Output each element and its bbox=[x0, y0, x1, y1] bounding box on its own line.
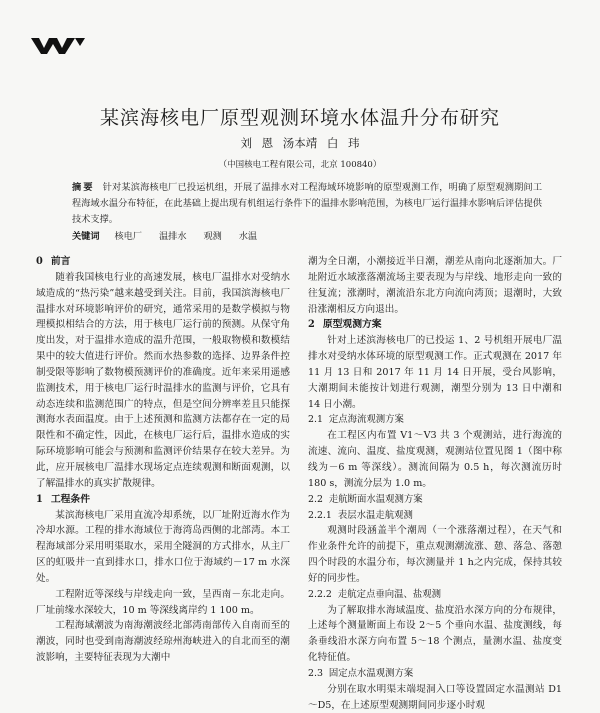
paragraph: 某滨海核电厂采用直流冷却系统，以厂址附近海水作为冷却水源。工程的排水海域位于海湾岛西侧的北部湾。本工程海域部分采用明渠取水，采用全隧洞的方式排水，从主厂区的虹吸井一直到排水口，排水口位于海域约－17 m 水深处。 bbox=[36, 509, 290, 584]
subsection-heading: 2.3 固定点水温观测方案 bbox=[308, 667, 414, 679]
keyword: 核电厂 bbox=[114, 231, 143, 242]
affiliation: （中国核电工程有限公司，北京 100840） bbox=[218, 160, 382, 170]
keyword: 水温 bbox=[238, 231, 258, 242]
keywords bbox=[72, 228, 542, 242]
subsection-heading: 2.2 走航断面水温观测方案 bbox=[308, 493, 423, 505]
keyword: 温排水 bbox=[158, 231, 187, 242]
paragraph: 分别在取水明渠末端堤洞入口等设置固定水温测站 D1～D5，在上述原型观测期间同步逐小时观 bbox=[308, 683, 562, 711]
paragraph: 为了解取排水海域温度、盐度沿水深方向的分布规律，上述每个测量断面上布设 2～5 个垂向水温、盐度测线，每条垂线沿水深方向布置 5～18 个测点，量测水温、盐度变化特征值。 bbox=[308, 604, 562, 664]
page-title: 某滨海核电厂原型观测环境水体温升分布研究 bbox=[99, 107, 500, 129]
paragraph: 工程附近等深线与岸线走向一致，呈西南－东北走向。厂址前缘水深较大，10 m 等深线离岸约 1 100 m。 bbox=[36, 588, 290, 616]
subsection-heading: 2.1 定点海流观测方案 bbox=[308, 414, 404, 426]
journal-logo bbox=[31, 38, 85, 58]
right-column bbox=[308, 254, 562, 713]
abstract-label: 摘要 bbox=[72, 182, 95, 193]
keyword: 观测 bbox=[203, 231, 222, 242]
paragraph: 在工程区内布置 V1～V3 共 3 个观测站，进行海流的流速、流向、温度、盐度观测，观测站位置见图 1（图中称线为－6 m 等深线）。测流间隔为 0.5 h，每次测流历时 180 s，测流分层为 1.0 m。 bbox=[308, 430, 562, 489]
subsection-heading: 2.2.2 走航定点垂向温、盐观测 bbox=[308, 588, 441, 600]
abstract-text: 针对某滨海核电厂已投运机组，开展了温排水对工程海域环境影响的原型观测工作，明确了原型观测期间工程海域水温分布特征，在此基础上提出现有机组运行条件下的温排水影响范围，为核电厂运行温排水影响后评估提供技术支撑。 bbox=[72, 182, 543, 225]
subsection-heading: 2.2.1 表层水温走航观测 bbox=[308, 509, 413, 521]
section-heading: 1 工程条件 bbox=[36, 493, 91, 505]
paragraph: 工程海域潮波为南海潮波经北部湾南部传入自南而至的潮波，同时也受到南海潮波经琼州海峡进入的自北而至的潮波影响，主要特征表现为大潮中 bbox=[36, 620, 290, 664]
paragraph: 针对上述滨海核电厂的已投运 1、2 号机组开展电厂温排水对受纳水体环境的原型观测工作。正式观测在 2017 年 11 月 13 日和 2017 年 11 月 14 日开展，受台风影响，大潮期间未能按计划进行观测，潮型分别为 13 日中潮和 14 日小潮。 bbox=[308, 335, 562, 410]
left-column bbox=[36, 254, 290, 666]
paragraph: 随着我国核电行业的高速发展，核电厂温排水对受纳水域造成的“热污染”越来越受到关注。目前，我国滨海核电厂温排水对环境影响评价的研究，通常采用的是数学模拟与物理模拟相结合的方法，用于核电厂运行前的预测。从保守角度出发，对于温排水造成的温升范围，一般取物模和数模结果中的较大值进行评价。然而水热参数的选择、边界条件控制受限等影响了数物模预测评价的准确度。近年来采用遥感监测技术，用于核电厂运行时温排水的监测与评价，它具有动态连续和监测范围广的特点，但是空间分辨率差且只能探测海水表面温度。由于上述预测和监测方法都存在一定的局限性和不确定性，因此，在核电厂运行后，温排水造成的实际环境影响可能会与预测和监测评价结果存在较大差异。为此，应开展核电厂温排水现场定点连续观测和断面观测，以了解温排水的真实扩散规律。 bbox=[36, 271, 290, 489]
authors: 刘 恩 汤本靖 白 玮 bbox=[240, 136, 360, 150]
section-heading: 2 原型观测方案 bbox=[308, 319, 382, 331]
journal-logo-icon bbox=[31, 38, 85, 54]
paragraph: 观测时段涵盖半个潮周（一个涨落潮过程），在天气和作业条件允许的前提下，重点观测潮流涨、憩、落急、落憩四个时段的水温分布，每次测量并 1 h之内完成，保持其较好的同步性。 bbox=[308, 525, 562, 584]
keywords-label: 关键词 bbox=[72, 231, 100, 242]
abstract bbox=[72, 180, 542, 228]
section-heading: 0 前言 bbox=[36, 256, 71, 267]
paragraph: 潮为全日潮，小潮接近半日潮，潮差从南向北逐渐加大。厂址附近水域涨落潮流场主要表现为与岸线、地形走向一致的往复流；涨潮时，潮流沿东北方向流向湾顶；退潮时，大致沿涨潮相反方向退出。 bbox=[308, 256, 562, 315]
